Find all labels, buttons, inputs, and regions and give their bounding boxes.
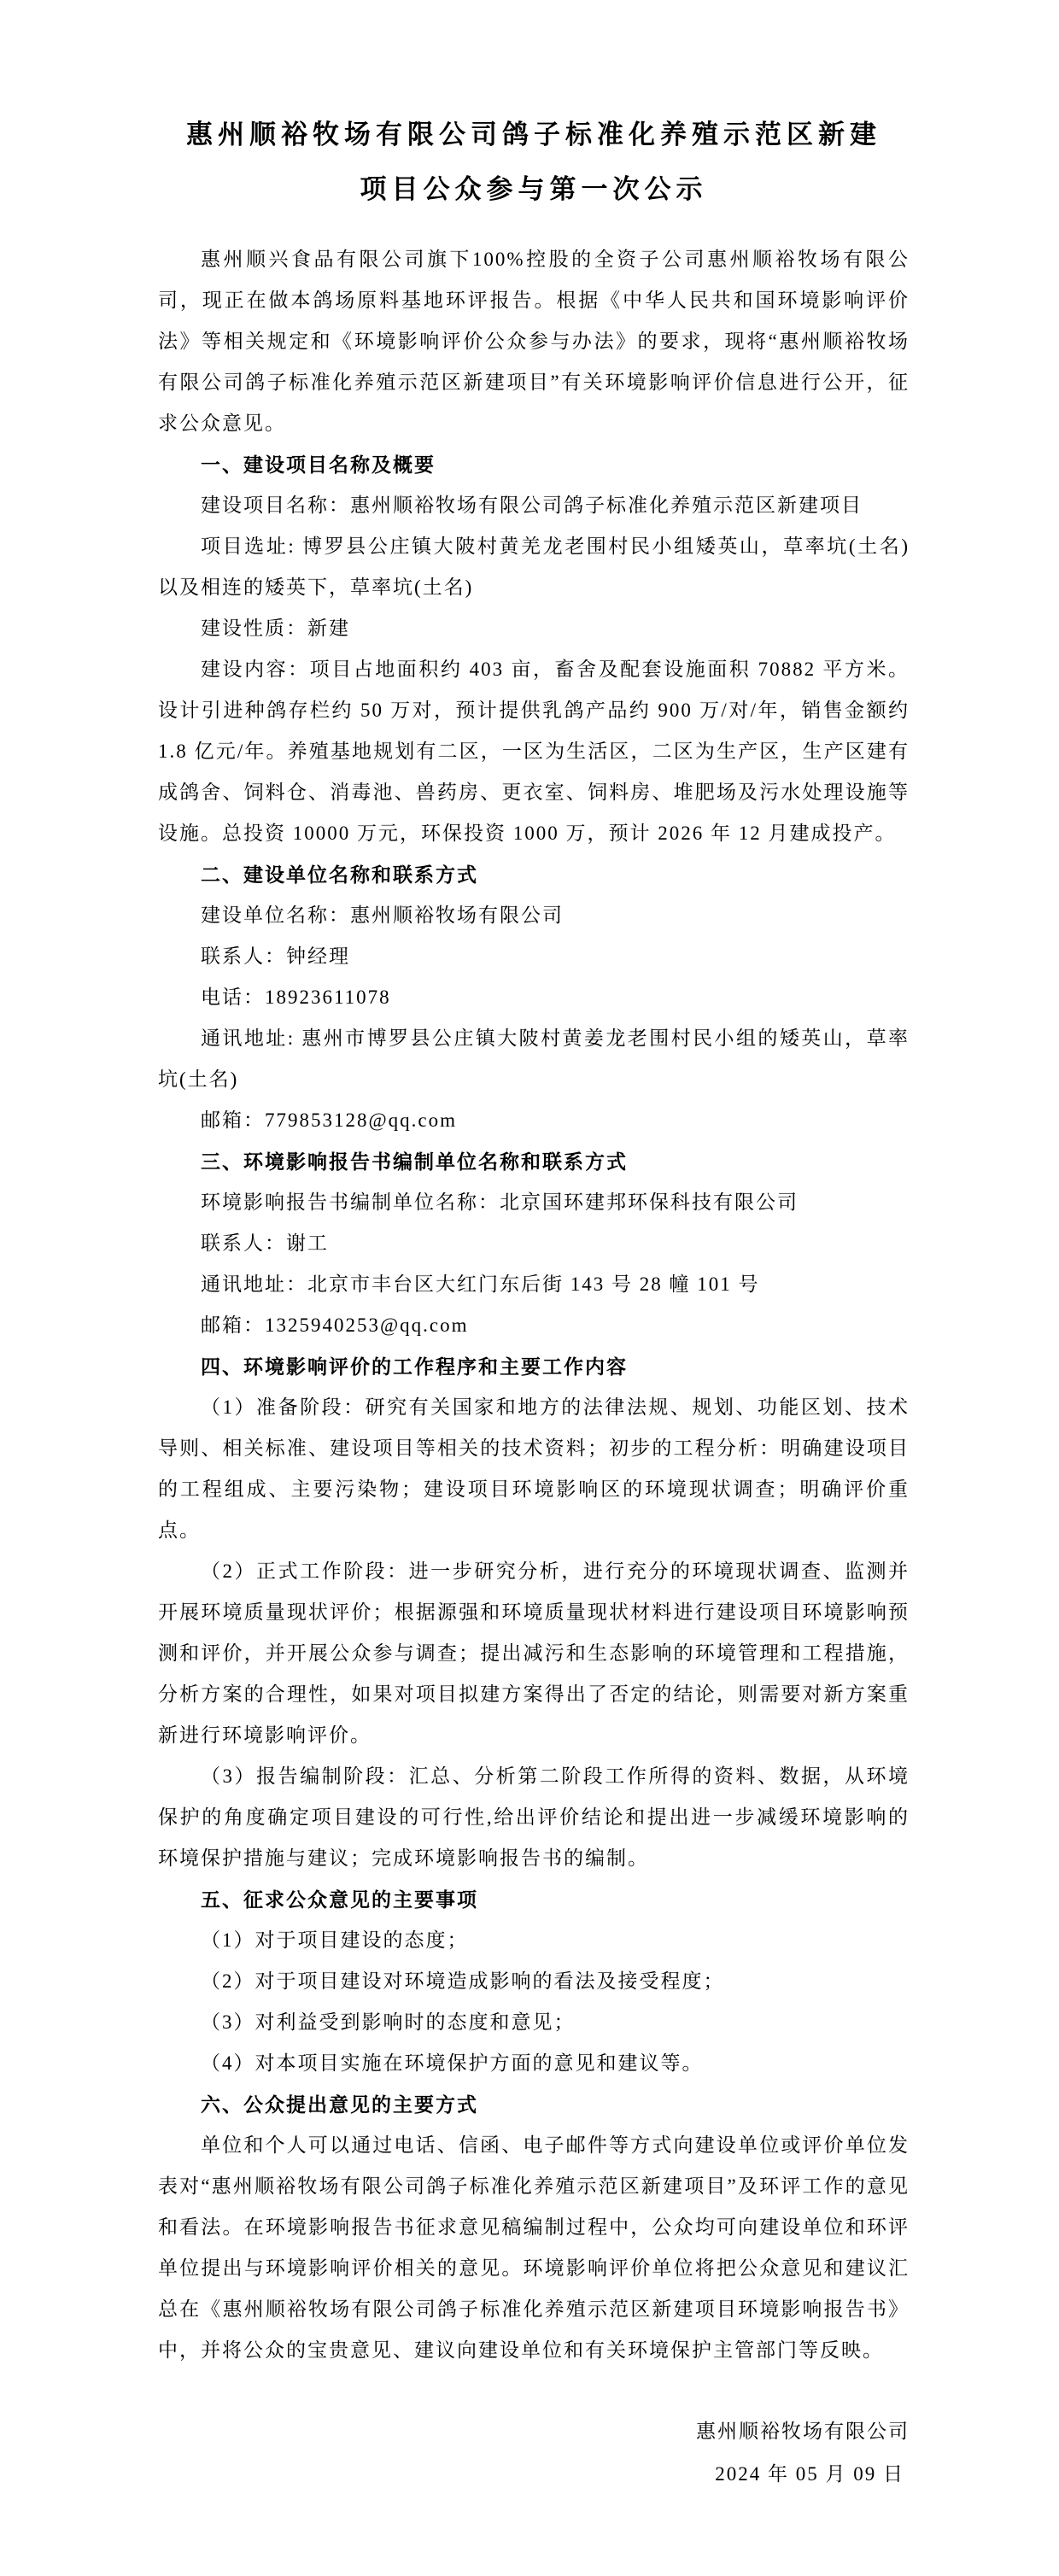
section-6-heading: 六、公众提出意见的主要方式	[201, 2093, 478, 2116]
section-3-paragraph: 邮箱：1325940253@qq.com	[201, 1314, 469, 1336]
signature-date: 2024 年 05 月 09 日	[715, 2463, 904, 2485]
section-3-paragraph: 环境影响报告书编制单位名称：北京国环建邦环保科技有限公司	[201, 1191, 799, 1213]
section-1-paragraph: 建设项目名称：惠州顺裕牧场有限公司鸽子标准化养殖示范区新建项目	[201, 495, 863, 516]
section-4-paragraph: （1）准备阶段：研究有关国家和地方的法律法规、规划、功能区划、技术导则、相关标准、建设项目等相关的技术资料；初步的工程分析：明确建设项目的工程组成、主要污染物；建设项目环境影响区的环境现状调查；明确评价重点。	[158, 1396, 910, 1541]
section-3-paragraph: 联系人：谢工	[201, 1232, 329, 1254]
section-3-paragraph: 通讯地址：北京市丰台区大红门东后街 143 号 28 幢 101 号	[201, 1273, 760, 1295]
section-5-item: （3）对利益受到影响时的态度和意见；	[201, 2011, 576, 2033]
section-6-paragraph: 单位和个人可以通过电话、信函、电子邮件等方式向建设单位或评价单位发表对“惠州顺裕牧场有限公司鸽子标准化养殖示范区新建项目”及环评工作的意见和看法。在环境影响报告书征求意见稿编制过程中，公众均可向建设单位和环评单位提出与环境影响评价相关的意见。环境影响评价单位将把公众意见和建议汇总在《惠州顺裕牧场有限公司鸽子标准化养殖示范区新建项目环境影响报告书》中，并将公众的宝贵意见、建议向建设单位和有关环境保护主管部门等反映。	[158, 2134, 910, 2361]
section-2-paragraph: 电话：18923611078	[201, 986, 391, 1008]
section-4-paragraph: （2）正式工作阶段：进一步研究分析，进行充分的环境现状调查、监测并开展环境质量现状评价；根据源强和环境质量现状材料进行建设项目环境影响预测和评价，并开展公众参与调查；提出减污和生态影响的环境管理和工程措施，分析方案的合理性，如果对项目拟建方案得出了否定的结论，则需要对新方案重新进行环境影响评价。	[158, 1560, 910, 1746]
section-2-paragraph: 邮箱：779853128@qq.com	[201, 1109, 458, 1131]
document-title-line-1: 惠州顺裕牧场有限公司鸽子标准化养殖示范区新建	[186, 120, 881, 149]
section-1-paragraph: 建设内容：项目占地面积约 403 亩，畜舍及配套设施面积 70882 平方米。设计引进种鸽存栏约 50 万对，预计提供乳鸽产品约 900 万/对/年，销售金额约1.8 亿元/年。养殖基地规划有二区，一区为生活区，二区为生产区，生产区建有成鸽舍、饲料仓、消毒池、兽药房、更衣室、饲料房、堆肥场及污水处理设施等设施。总投资 10000 万元，环保投资 1000 万，预计 2026 年 12 月建成投产。	[158, 659, 910, 844]
section-4-paragraph: （3）报告编制阶段：汇总、分析第二阶段工作所得的资料、数据，从环境保护的角度确定项目建设的可行性,给出评价结论和提出进一步减缓环境影响的环境保护措施与建议；完成环境影响报告书的编制。	[158, 1765, 910, 1869]
document-body	[158, 239, 910, 2371]
section-2-paragraph: 建设单位名称：惠州顺裕牧场有限公司	[201, 905, 564, 926]
signature-block	[158, 2410, 910, 2496]
section-5-heading: 五、征求公众意见的主要事项	[201, 1888, 478, 1911]
intro-paragraph: 惠州顺兴食品有限公司旗下100%控股的全资子公司惠州顺裕牧场有限公司，现正在做本鸽场原料基地环评报告。根据《中华人民共和国环境影响评价法》等相关规定和《环境影响评价公众参与办法》的要求，现将“惠州顺裕牧场有限公司鸽子标准化养殖示范区新建项目”有关环境影响评价信息进行公开，征求公众意见。	[158, 249, 910, 434]
section-3-heading: 三、环境影响报告书编制单位名称和联系方式	[201, 1150, 628, 1173]
section-1-paragraph: 项目选址: 博罗县公庄镇大陂村黄羌龙老围村民小组矮英山，草率坑(土名)以及相连的矮英下，草率坑(土名)	[158, 536, 910, 598]
signature-company: 惠州顺裕牧场有限公司	[696, 2421, 910, 2442]
section-2-paragraph: 联系人：钟经理	[201, 946, 350, 967]
section-4-heading: 四、环境影响评价的工作程序和主要工作内容	[201, 1355, 628, 1378]
section-2-heading: 二、建设单位名称和联系方式	[201, 864, 478, 886]
section-5-item: （2）对于项目建设对环境造成影响的看法及接受程度；	[201, 1970, 725, 1992]
section-2-paragraph: 通讯地址: 惠州市博罗县公庄镇大陂村黄姜龙老围村民小组的矮英山，草率坑(土名)	[158, 1027, 910, 1090]
document-title	[158, 108, 910, 217]
section-1-paragraph: 建设性质：新建	[201, 618, 350, 639]
section-1-heading: 一、建设项目名称及概要	[201, 454, 436, 476]
document-title-line-2: 项目公众参与第一次公示	[360, 174, 708, 204]
section-5-item: （4）对本项目实施在环境保护方面的意见和建议等。	[201, 2052, 704, 2074]
section-5-item: （1）对于项目建设的态度；	[201, 1929, 469, 1951]
